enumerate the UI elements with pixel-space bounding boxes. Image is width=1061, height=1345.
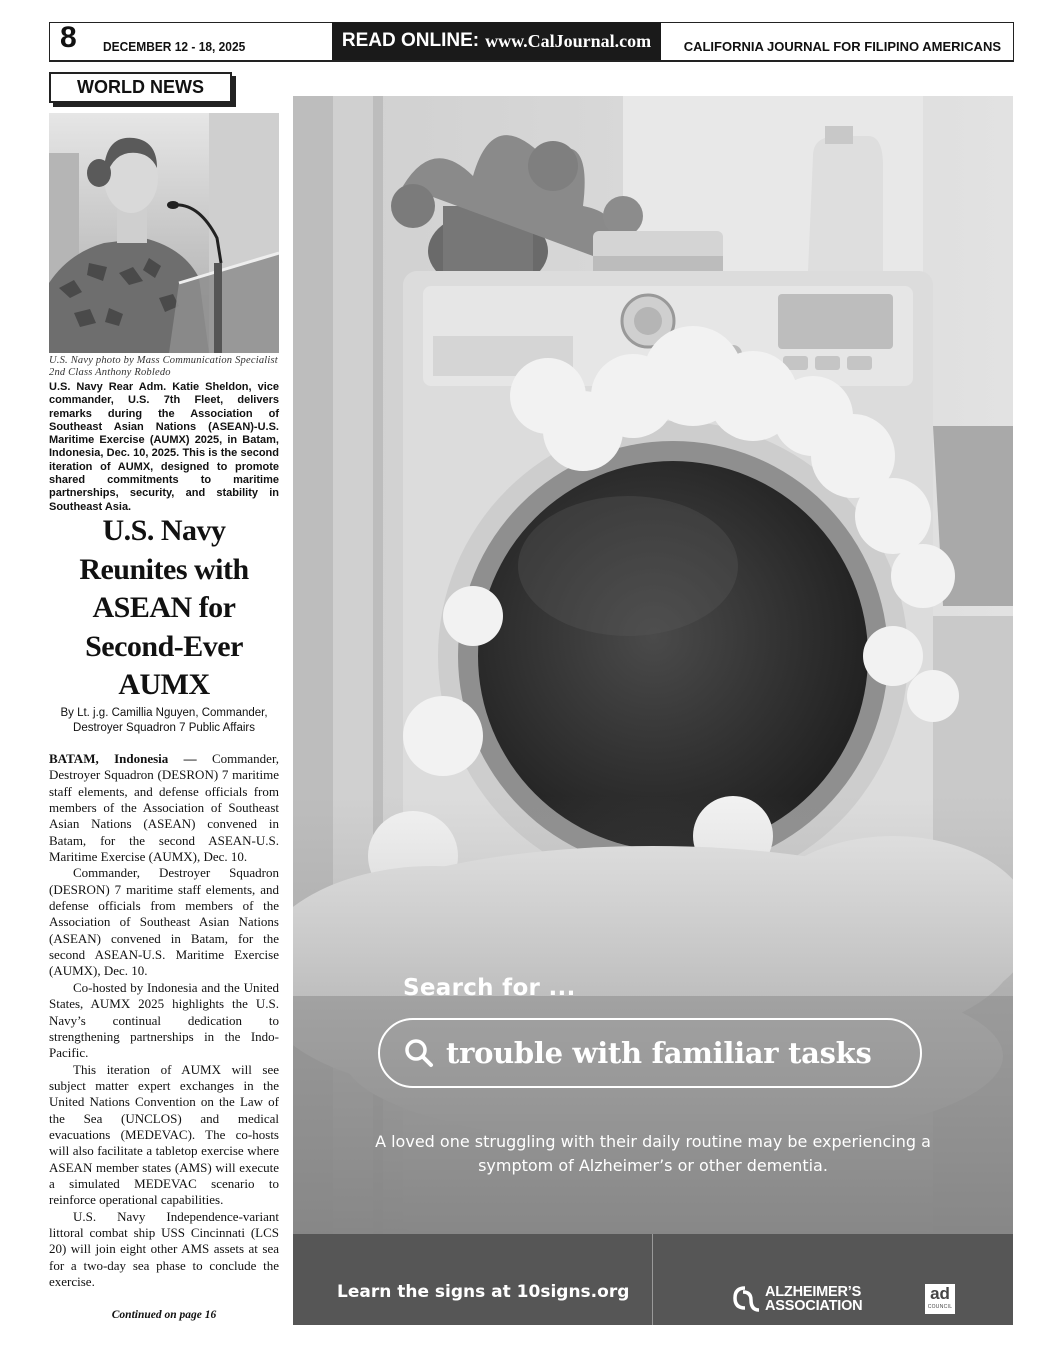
read-online-banner [332, 22, 661, 60]
alzheimers-ad [293, 96, 1013, 1325]
brand-line-1: ALZHEIMER’S [765, 1284, 862, 1300]
paragraph-text: Commander, Destroyer Squadron (DESRON) 7 maritime staff elements, and defense officials from members of the Association of Southeast Asian Nations (ASEAN) convened in Batam, for the second ASEAN-U.S. Maritime Exercise (AUMX), Dec. 10. [49, 751, 280, 865]
page-number: 8 [60, 21, 77, 54]
photo-caption: U.S. Navy Rear Adm. Katie Sheldon, vice commander, U.S. 7th Fleet, delivers remarks during the Association of Southeast Asian Nations (ASEAN)-U.S. Maritime Exercise (AUMX) 2025, in Batam, Indonesia, Dec. 10, 2025. This is the second iteration of AUMX, designed to promote shared commitments to maritime partnerships, security, and stability in Southeast Asia. [49, 381, 279, 513]
article-paragraph: Commander, Destroyer Squadron (DESRON) 7 maritime staff elements, and defense officials from members of the Association of Southeast Asian Nations (ASEAN) convened in Batam, for the second ASEAN-U.S. Maritime Exercise (AUMX), Dec. 10. [49, 865, 279, 979]
publication-name: CALIFORNIA JOURNAL FOR FILIPINO AMERICANS [683, 39, 1001, 54]
article-paragraph: U.S. Navy Independence-variant littoral combat ship USS Cincinnati (LCS 20) will join eight other AMS assets at sea for a two-day sea phase to conclude the exercise. [49, 1208, 279, 1289]
article-paragraph [49, 751, 279, 865]
section-tag: WORLD NEWS [49, 72, 232, 103]
learn-signs-link[interactable]: Learn the signs at 10signs.org [337, 1282, 630, 1302]
continued-note[interactable]: Continued on page 16 [111, 1309, 217, 1321]
read-online-label: READ ONLINE: [341, 30, 480, 51]
page-header [49, 22, 1014, 62]
alzheimers-purple-knot-icon [731, 1284, 761, 1314]
ad-council-bottom: COUNCIL [927, 1304, 953, 1310]
search-label: Search for ... [403, 975, 576, 1001]
photo-credit: U.S. Navy photo by Mass Communication Specialist 2nd Class Anthony Robledo [49, 355, 278, 378]
article-photo [49, 113, 279, 353]
issue-date: DECEMBER 12 - 18, 2025 [103, 39, 246, 54]
dateline: BATAM, Indonesia — [49, 751, 197, 766]
article-paragraph: This iteration of AUMX will see subject matter expert exchanges in the United Nations Convention on the Law of the Sea (UNCLOS) and medical evacuations (MEDEVAC). The co-hosts will also facilitate a tabletop exercise where ASEAN member states (AMS) will execute a simulated MEDEVAC scenario to reinforce operational capabilities. [49, 1061, 279, 1208]
article-paragraph: Co-hosted by Indonesia and the United States, AUMX 2025 highlights the U.S. Navy’s continual dedication to strengthening partnerships in the Indo-Pacific. [49, 979, 279, 1061]
alzheimers-association-logo[interactable] [731, 1284, 862, 1314]
ad-council-top: ad [930, 1284, 950, 1303]
ad-council-logo [925, 1284, 955, 1314]
ad-footer [293, 1234, 1013, 1325]
search-icon [404, 1038, 434, 1068]
article-body [49, 751, 279, 1290]
article-headline: U.S. Navy Reunites with ASEAN for Second-Ever AUMX [79, 514, 249, 701]
alzheimers-association-wordmark [765, 1285, 862, 1313]
brand-line-2: ASSOCIATION [765, 1298, 863, 1314]
article-byline: By Lt. j.g. Camillia Nguyen, Commander, Destroyer Squadron 7 Public Affairs [60, 707, 268, 734]
ad-description: A loved one struggling with their daily routine may be experiencing a symptom of Alzheimer’s or other dementia. [375, 1132, 931, 1175]
search-query: trouble with familiar tasks [446, 1036, 872, 1070]
read-online-url[interactable]: www.CalJournal.com [485, 30, 652, 51]
footer-divider [652, 1234, 653, 1325]
speaker-photo-illustration [49, 113, 279, 353]
ad-search-bar [378, 1018, 922, 1088]
